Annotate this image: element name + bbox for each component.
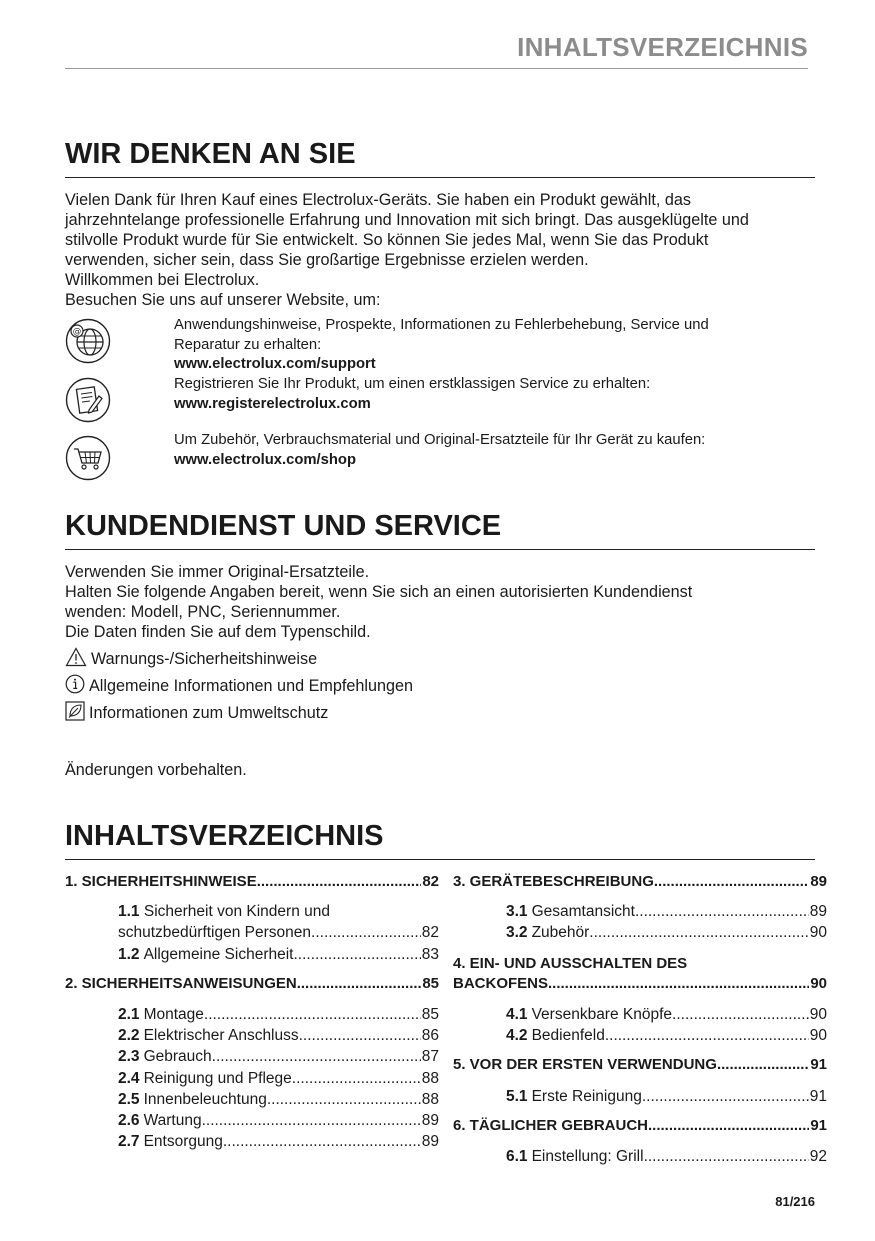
toc-entry-3-2[interactable]: 3.2 Zubehör ..... 90 <box>506 922 827 943</box>
intro-line: jahrzehntelange professionelle Erfahrung und Innovation mit sich bringt. Das ausgeklügelte und <box>65 211 749 229</box>
toc-entry-2-4[interactable]: 2.4 Reinigung und Pflege ..... 88 <box>118 1068 439 1089</box>
web-item-register <box>65 375 815 427</box>
toc-entry-6-1[interactable]: 6.1 Einstellung: Grill ..... 92 <box>506 1146 827 1167</box>
toc-entry-3-1[interactable]: 3.1 Gesamtansicht ..... 89 <box>506 901 827 922</box>
service-line: Verwenden Sie immer Original-Ersatzteile. <box>65 563 370 581</box>
legend-environment <box>65 701 328 723</box>
section-title-service: KUNDENDIENST UND SERVICE <box>65 510 815 550</box>
toc-entry-2-7[interactable]: 2.7 Entsorgung ..... 89 <box>118 1131 439 1152</box>
legend-label: Informationen zum Umweltschutz <box>89 704 329 722</box>
intro-line: Willkommen bei Electrolux. <box>65 271 260 289</box>
web-item-support <box>65 316 815 372</box>
section-title-intro: WIR DENKEN AN SIE <box>65 138 815 178</box>
intro-line: verwenden, sicher sein, dass Sie großartige Ergebnisse erzielen werden. <box>65 251 589 269</box>
web-item-text: Um Zubehör, Verbrauchsmaterial und Original-Ersatzteile für Ihr Gerät zu kaufen: www.electrolux.com/shop <box>174 431 705 470</box>
toc-entry-4-line1[interactable]: 4. EIN- UND AUSSCHALTEN DES <box>453 955 688 972</box>
toc-entry-5-1[interactable]: 5.1 Erste Reinigung ..... 91 <box>506 1086 827 1107</box>
toc-entry-2[interactable]: 2. SICHERHEITSANWEISUNGEN ..... 85 <box>65 974 439 994</box>
toc-entry-2-6[interactable]: 2.6 Wartung ..... 89 <box>118 1110 439 1131</box>
globe-icon <box>65 318 111 364</box>
shopping-cart-icon <box>65 435 111 481</box>
service-line: Die Daten finden Sie auf dem Typenschild. <box>65 623 371 641</box>
intro-line: Besuchen Sie uns auf unserer Website, um: <box>65 291 381 309</box>
toc-entry-2-3[interactable]: 2.3 Gebrauch ..... 87 <box>118 1046 439 1067</box>
toc-entry-5[interactable]: 5. VOR DER ERSTEN VERWENDUNG ..... 91 <box>453 1055 827 1075</box>
toc-entry-4-1[interactable]: 4.1 Versenkbare Knöpfe ..... 90 <box>506 1004 827 1025</box>
svg-text:@: @ <box>72 327 82 337</box>
service-line: Halten Sie folgende Angaben bereit, wenn Sie sich an einen autorisierten Kundendienst <box>65 583 693 601</box>
toc-entry-4[interactable]: BACKOFENS ..... 90 <box>453 974 827 994</box>
toc-entry-6[interactable]: 6. TÄGLICHER GEBRAUCH ..... 91 <box>453 1116 827 1136</box>
toc-entry-2-5[interactable]: 2.5 Innenbeleuchtung ..... 88 <box>118 1089 439 1110</box>
toc-entry-1-2[interactable]: 1.2 Allgemeine Sicherheit ..... 83 <box>118 944 439 965</box>
service-line: wenden: Modell, PNC, Seriennummer. <box>65 603 341 621</box>
toc-entry-1[interactable]: 1. SICHERHEITSHINWEISE ..... 82 <box>65 872 439 892</box>
info-icon <box>65 674 85 694</box>
toc-entry-2-1[interactable]: 2.1 Montage ..... 85 <box>118 1004 439 1025</box>
toc-entry-1-1-line1[interactable]: 1.1 Sicherheit von Kindern und <box>118 903 330 920</box>
section-title-toc: INHALTSVERZEICHNIS <box>65 820 815 860</box>
toc-entry-3[interactable]: 3. GERÄTEBESCHREIBUNG ..... 89 <box>453 872 827 892</box>
web-item-shop <box>65 431 815 483</box>
legend-label: Warnungs-/Sicherheitshinweise <box>91 650 318 668</box>
service-paragraph <box>65 562 825 642</box>
legend-warning <box>65 647 317 669</box>
web-item-text: Registrieren Sie Ihr Produkt, um einen erstklassigen Service zu erhalten: www.registerelectrolux.com <box>174 375 650 414</box>
toc-entry-1-1[interactable]: schutzbedürftigen Personen ..... 82 <box>118 922 439 943</box>
intro-line: stilvolle Produkt wurde für Sie entwickelt. So können Sie jedes Mal, wenn Sie das Produkt <box>65 231 709 249</box>
intro-paragraph <box>65 190 825 310</box>
shop-link[interactable]: www.electrolux.com/shop <box>174 451 356 468</box>
running-header-title: INHALTSVERZEICHNIS <box>517 32 808 62</box>
registration-icon <box>65 377 111 423</box>
toc-entry-2-2[interactable]: 2.2 Elektrischer Anschluss ..... 86 <box>118 1025 439 1046</box>
page-number: 81/216 <box>775 1194 815 1209</box>
leaf-icon <box>65 701 85 721</box>
legend-info <box>65 674 413 696</box>
intro-line: Vielen Dank für Ihren Kauf eines Electrolux-Geräts. Sie haben ein Produkt gewählt, das <box>65 191 691 209</box>
support-link[interactable]: www.electrolux.com/support <box>174 356 376 372</box>
toc-entry-4-2[interactable]: 4.2 Bedienfeld ..... 90 <box>506 1025 827 1046</box>
warning-icon <box>65 647 87 667</box>
running-header <box>65 28 808 69</box>
register-link[interactable]: www.registerelectrolux.com <box>174 395 371 412</box>
legend-label: Allgemeine Informationen und Empfehlungen <box>89 677 413 695</box>
changes-note: Änderungen vorbehalten. <box>65 761 247 779</box>
web-item-text: Anwendungshinweise, Prospekte, Informationen zu Fehlerbehebung, Service und Reparatur zu erhalten: www.electrolux.com/support <box>174 316 709 375</box>
